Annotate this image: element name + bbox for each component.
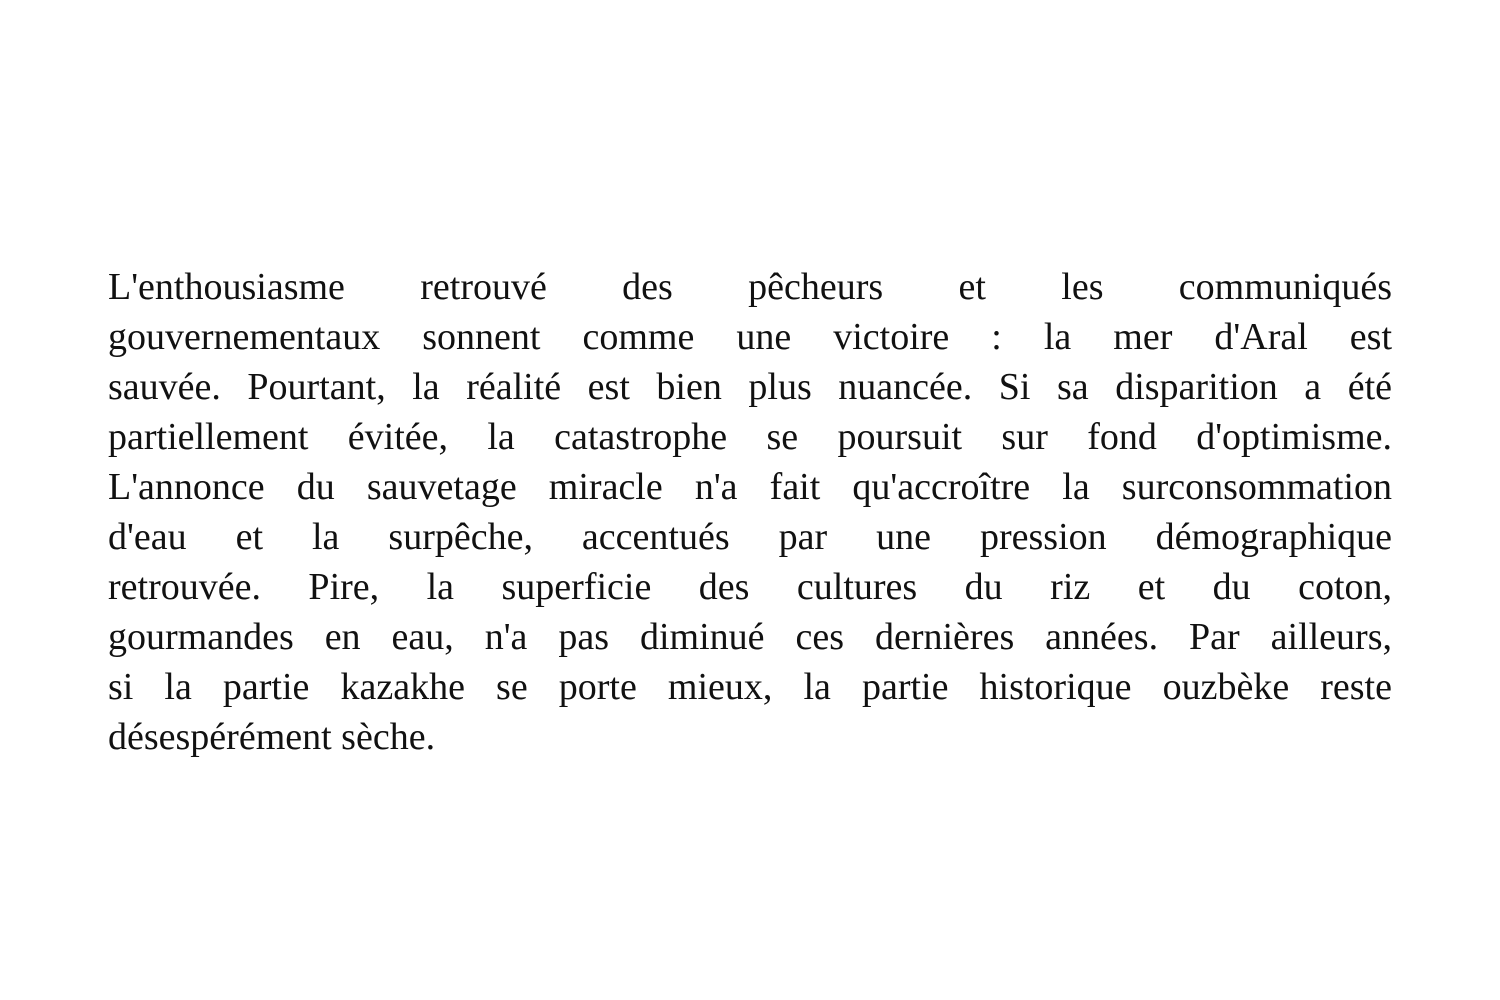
paragraph-line: si la partie kazakhe se porte mieux, la partie historique ouzbèke reste xyxy=(108,666,1392,708)
paragraph-line: L'annonce du sauvetage miracle n'a fait qu'accroître la surconsommation xyxy=(108,466,1392,508)
paragraph-line: sauvée. Pourtant, la réalité est bien plus nuancée. Si sa disparition a été xyxy=(108,366,1392,408)
paragraph-line: retrouvée. Pire, la superficie des cultures du riz et du coton, xyxy=(108,566,1392,608)
paragraph-line: gouvernementaux sonnent comme une victoire : la mer d'Aral est xyxy=(108,316,1392,358)
paragraph-line: L'enthousiasme retrouvé des pêcheurs et les communiqués xyxy=(108,266,1392,308)
paragraph-line: d'eau et la surpêche, accentués par une pression démographique xyxy=(108,516,1392,558)
body-paragraph xyxy=(108,262,1392,762)
paragraph-line: désespérément sèche. xyxy=(108,716,436,758)
paragraph-line: partiellement évitée, la catastrophe se poursuit sur fond d'optimisme. xyxy=(108,416,1392,458)
paragraph-line: gourmandes en eau, n'a pas diminué ces dernières années. Par ailleurs, xyxy=(108,616,1392,658)
